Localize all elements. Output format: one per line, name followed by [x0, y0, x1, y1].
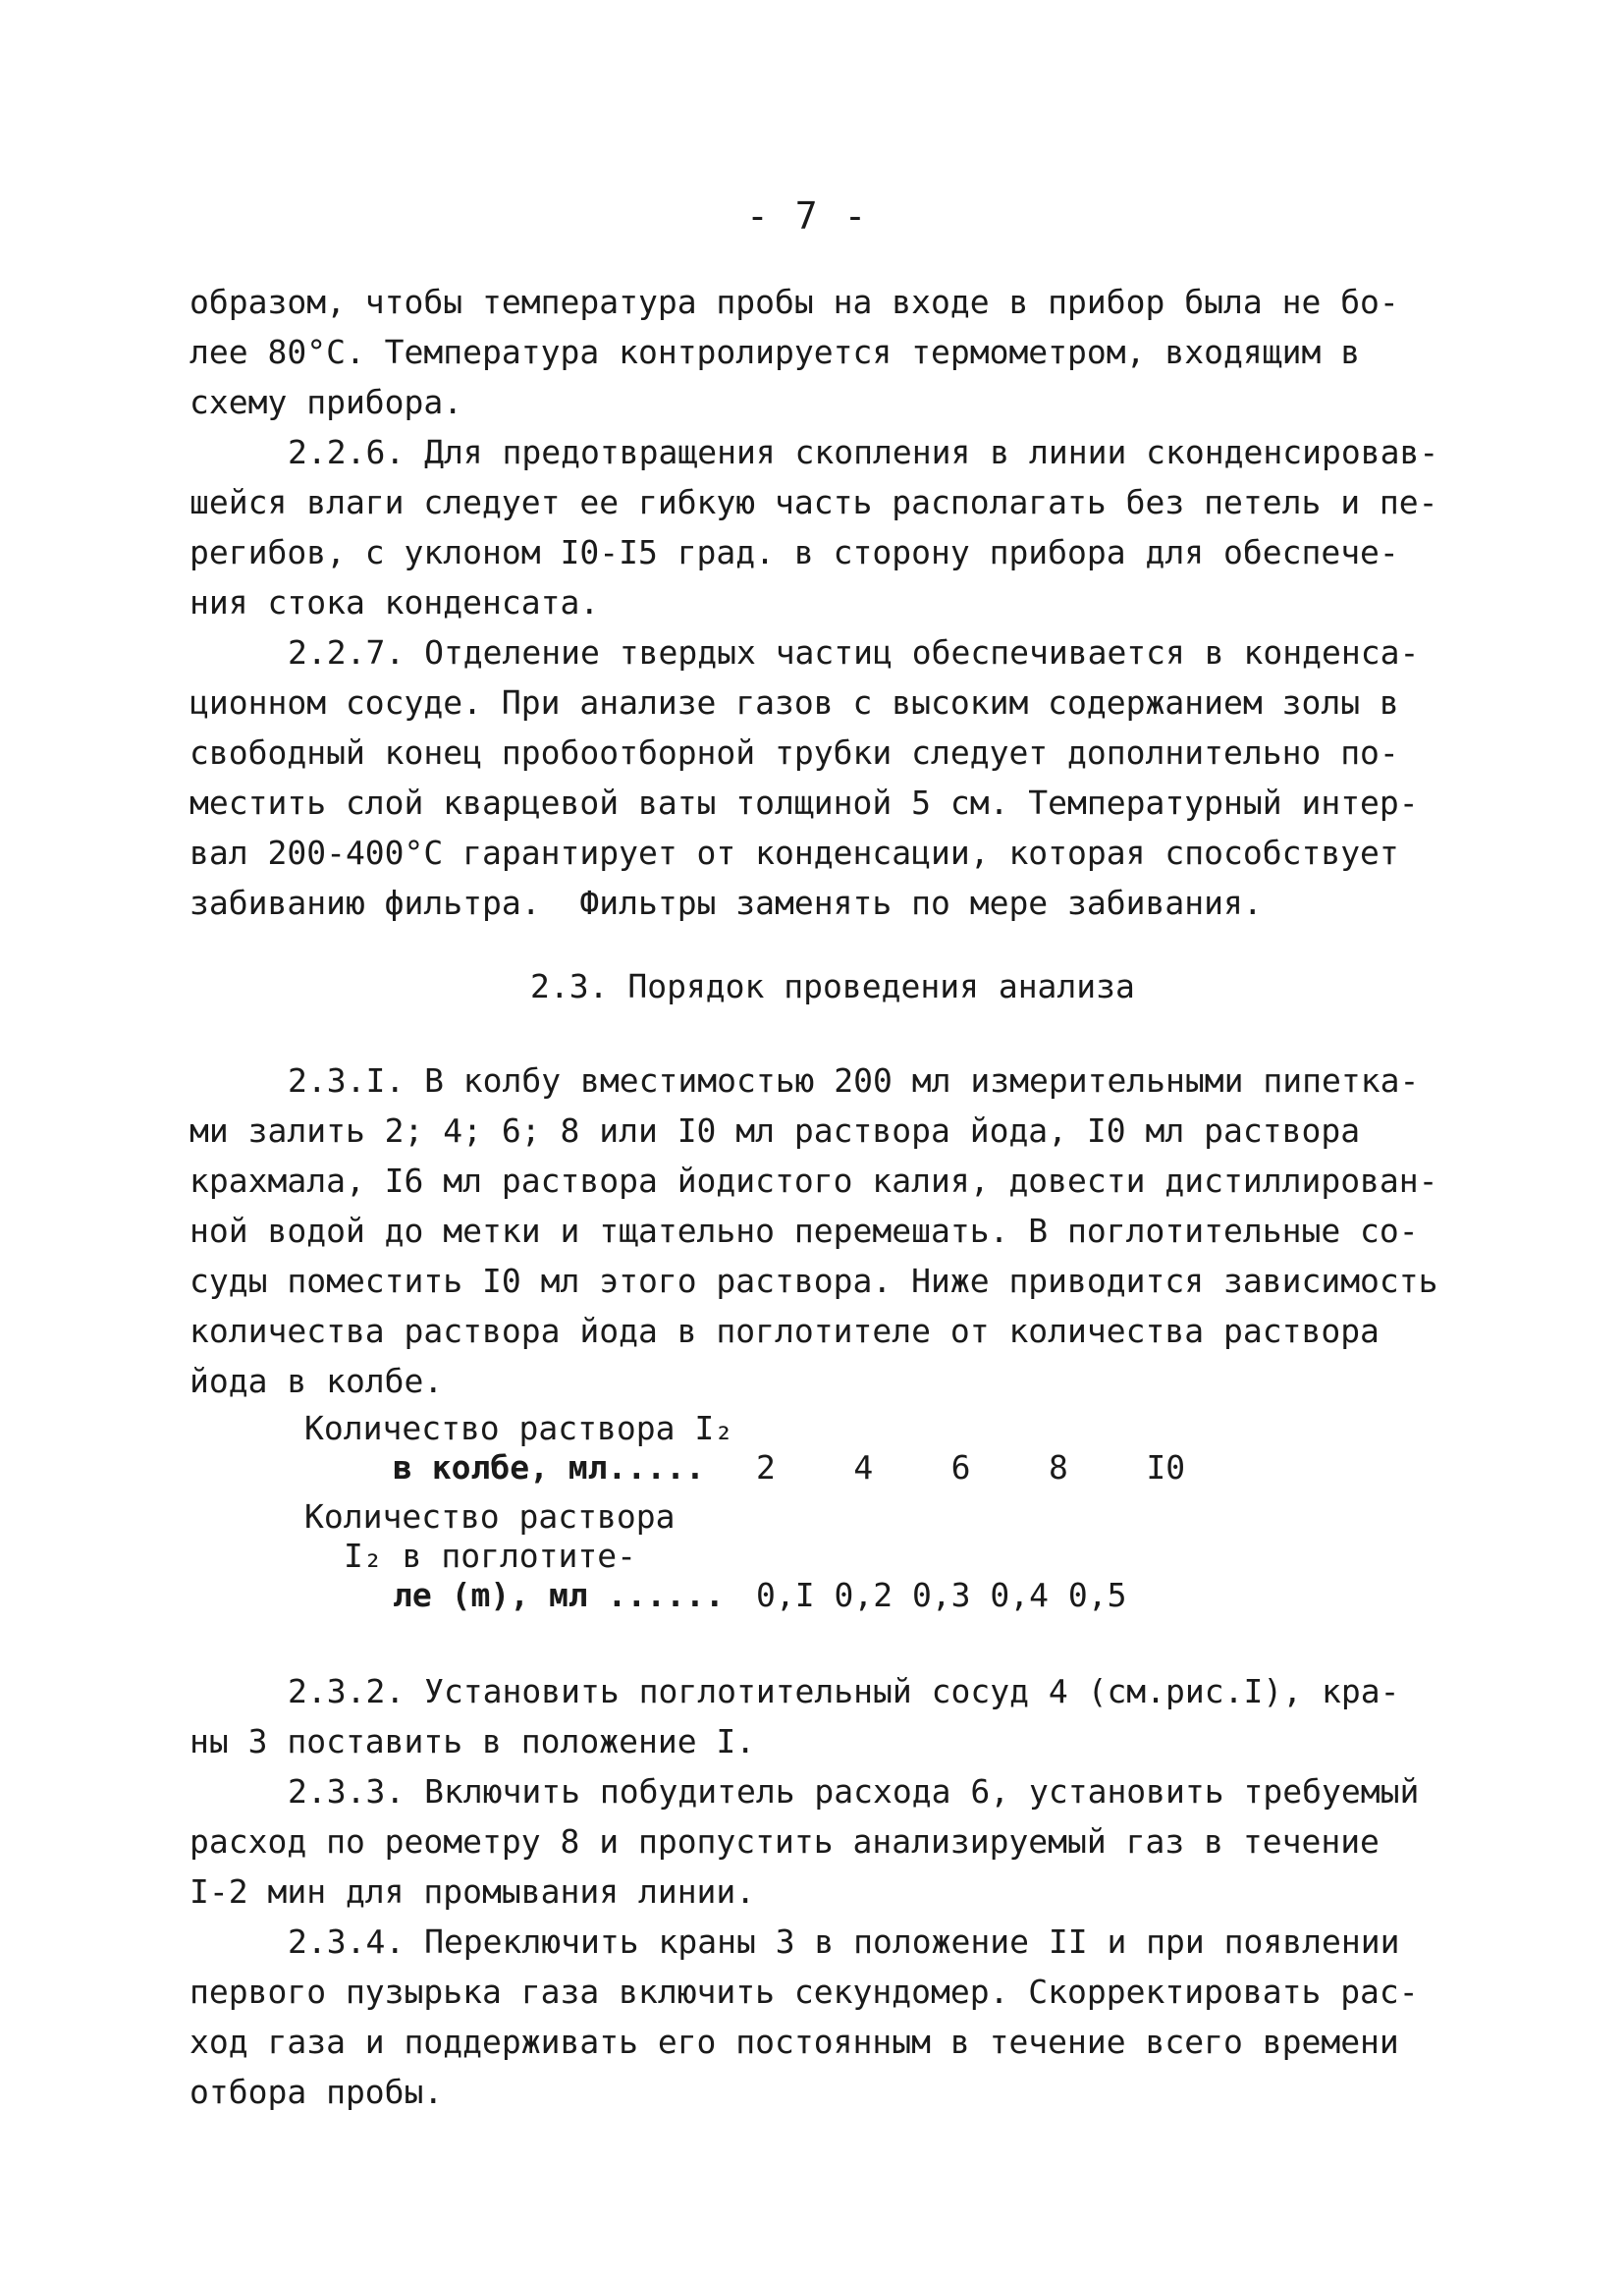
- text-line: свободный конец пробоотборной трубки следует дополнительно по-: [189, 733, 1399, 772]
- text-line: крахмала, I6 мл раствора йодистого калия, довести дистиллирован-: [189, 1162, 1438, 1200]
- text-line: расход по реометру 8 и пропустить анализируемый газ в течение: [189, 1822, 1380, 1861]
- page-number: - 7 -: [746, 194, 869, 238]
- text-line: ной водой до метки и тщательно перемешать. В поглотительные со-: [189, 1212, 1419, 1250]
- row2-label-cont: I₂ в поглотите-: [344, 1537, 637, 1575]
- text-line: 2.3.4. Переключить краны 3 в положение II и при появлении: [288, 1922, 1400, 1961]
- text-line: суды поместить I0 мл этого раствора. Ниже приводится зависимость: [189, 1262, 1438, 1300]
- text-line: схему прибора.: [189, 383, 463, 421]
- text-line: ми залить 2; 4; 6; 8 или I0 мл раствора йода, I0 мл раствора: [189, 1111, 1361, 1150]
- text-line: 2.2.7. Отделение твердых частиц обеспечивается в конденса-: [288, 633, 1420, 672]
- row1-label: Количество раствора I₂: [304, 1409, 734, 1447]
- text-line: первого пузырька газа включить секундомер. Скорректировать рас-: [189, 1973, 1419, 2011]
- paragraph-2-3-2: [189, 1666, 1495, 1766]
- text-line: I-2 мин для промывания линии.: [189, 1872, 756, 1911]
- text-line: йода в колбе.: [189, 1362, 444, 1400]
- paragraph-2-2-7: [189, 627, 1495, 928]
- paragraph-2-2-6: [189, 427, 1495, 627]
- paragraph-continuation: [189, 277, 1495, 427]
- iodine-volume-table: [304, 1409, 1188, 1645]
- text-line: ход газа и поддерживать его постоянным в течение всего времени: [189, 2023, 1399, 2061]
- text-line: 2.3.2. Установить поглотительный сосуд 4 (см.рис.I), кра-: [288, 1672, 1400, 1710]
- text-line: ны 3 поставить в положение I.: [189, 1722, 756, 1760]
- text-line: 2.2.6. Для предотвращения скопления в линии сконденсировав-: [288, 433, 1439, 471]
- text-line: ционном сосуде. При анализе газов с высоким содержанием золы в: [189, 683, 1399, 722]
- row1-values: 2 4 6 8 I0: [756, 1448, 1186, 1487]
- paragraph-2-3-1: [189, 1055, 1495, 1406]
- text-line: 2.3.I. В колбу вместимостью 200 мл измерительными пипетка-: [288, 1061, 1420, 1100]
- row2-label-end: ле (m), мл ......: [393, 1576, 725, 1614]
- text-line: вал 200-400°С гарантирует от конденсации, которая способствует: [189, 834, 1399, 872]
- paragraph-2-3-3: [189, 1766, 1495, 1917]
- section-heading: 2.3. Порядок проведения анализа: [530, 967, 1135, 1005]
- text-line: количества раствора йода в поглотителе от количества раствора: [189, 1312, 1380, 1350]
- text-line: шейся влаги следует ее гибкую часть располагать без петель и пе-: [189, 483, 1438, 521]
- row1-label-cont: в колбе, мл.....: [393, 1448, 705, 1487]
- text-line: лее 80°С. Температура контролируется термометром, входящим в: [189, 333, 1361, 371]
- row2-values: 0,I 0,2 0,3 0,4 0,5: [756, 1576, 1127, 1614]
- text-line: забиванию фильтра. Фильтры заменять по мере забивания.: [189, 884, 1263, 922]
- text-line: 2.3.3. Включить побудитель расхода 6, установить требуемый: [288, 1772, 1420, 1811]
- text-line: местить слой кварцевой ваты толщиной 5 см. Температурный интер-: [189, 784, 1419, 822]
- text-line: отбора пробы.: [189, 2073, 444, 2111]
- row2-label: Количество раствора: [304, 1497, 676, 1536]
- text-line: образом, чтобы температура пробы на входе в прибор была не бо-: [189, 283, 1399, 321]
- text-line: ния стока конденсата.: [189, 583, 600, 622]
- paragraph-2-3-4: [189, 1917, 1495, 2117]
- text-line: регибов, с уклоном I0-I5 град. в сторону прибора для обеспече-: [189, 533, 1399, 571]
